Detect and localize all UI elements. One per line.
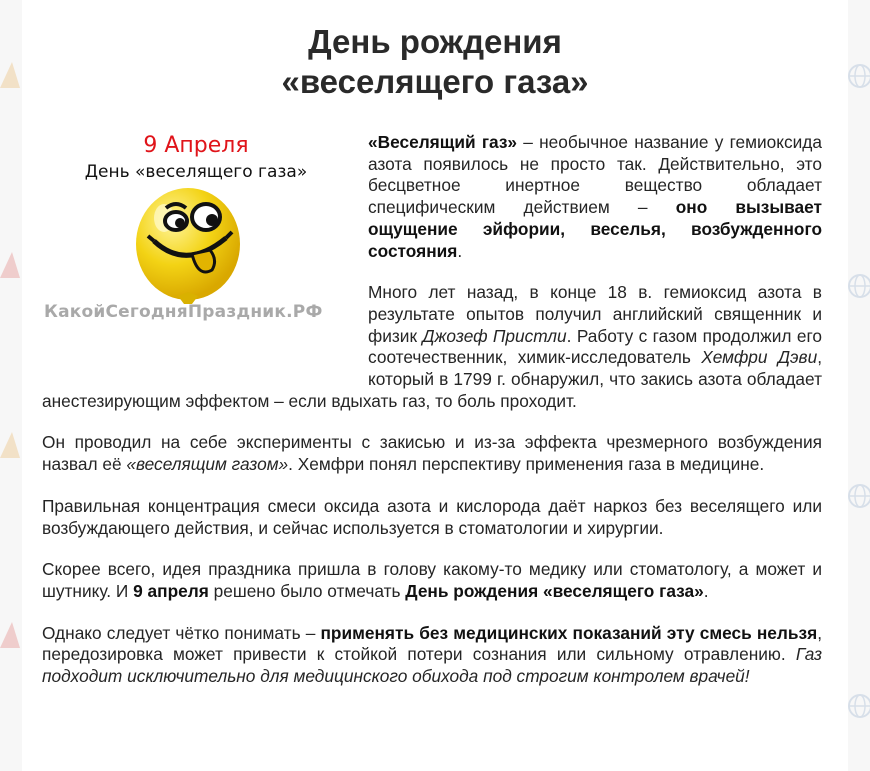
text: Однако следует чётко понимать –	[42, 622, 321, 643]
text: . Хемфри понял перспективу применения газа в медицине.	[288, 454, 765, 475]
title-line-2: «веселящего газа»	[281, 63, 589, 100]
party-hat-icon	[0, 250, 20, 280]
article	[22, 0, 848, 771]
italic-text: Джозеф Пристли	[422, 325, 567, 346]
smiley-balloon-icon	[126, 186, 266, 318]
bold-text: «Веселящий газ»	[368, 132, 518, 152]
text: , передозировка может привести к стойкой потери сознания или сильному отравлению.	[42, 622, 822, 665]
title-line-1: День рождения	[308, 23, 562, 60]
globe-icon	[846, 62, 870, 90]
text: , который в 1799 г. обнаружил, что закись азота обладает анестезирующим эффектом – если вдыхать газ, то боль проходит.	[42, 347, 822, 411]
text: – необычное название у гемиоксида азота появилось не просто так. Действительно, это бесцветное инертное вещество обладает специфическим действием –	[368, 132, 823, 218]
holiday-date: 9 Апреля	[143, 133, 249, 158]
globe-icon	[846, 692, 870, 720]
party-hat-icon	[0, 430, 20, 460]
paragraph-4	[42, 496, 822, 539]
italic-text: «веселящим газом»	[126, 454, 289, 475]
bold-text: оно вызывает ощущение эйфории, веселья, возбужденного состояния	[368, 197, 822, 261]
party-hat-icon	[0, 60, 20, 90]
holiday-card	[40, 130, 352, 366]
globe-icon	[846, 482, 870, 510]
text: Он проводил на себе эксперименты с закисью и из-за эффекта чрезмерного возбуждения назвал её	[42, 432, 822, 475]
party-hat-icon	[0, 620, 20, 650]
text: Скорее всего, идея праздника пришла в голову какому-то медику или стоматологу, а может и шутнику. И	[42, 559, 822, 601]
paragraph-5	[42, 559, 822, 602]
text: решено было отмечать	[208, 580, 406, 601]
text: . Работу с газом продолжил его соотечественник, химик-исследователь	[368, 325, 822, 368]
page-title	[22, 22, 848, 102]
text: .	[703, 580, 709, 601]
bold-text: 9 апреля	[133, 580, 209, 601]
bold-text: День рождения «веселящего газа»	[405, 580, 704, 601]
bold-text: применять без медицинских показаний эту смесь нельзя	[320, 622, 818, 643]
text: Много лет назад, в конце 18 в. гемиоксид азота в результате опытов получил английский священник и физик	[368, 282, 822, 346]
text: .	[457, 240, 463, 261]
text: Правильная концентрация смеси оксида азота и кислорода даёт наркоз без веселящего или возбуждающего действия, и сейчас используется в стоматологии и хирургии.	[42, 495, 822, 538]
italic-text: Хемфри Дэви	[701, 347, 818, 368]
italic-text: Газ подходит исключительно для медицинского обихода под строгим контролем врачей!	[42, 644, 822, 687]
paragraph-6	[42, 623, 822, 688]
holiday-caption: День «веселящего газа»	[84, 162, 308, 182]
site-watermark: КакойСегодняПраздник.РФ	[44, 302, 323, 322]
globe-icon	[846, 272, 870, 300]
paragraph-3	[42, 432, 822, 475]
